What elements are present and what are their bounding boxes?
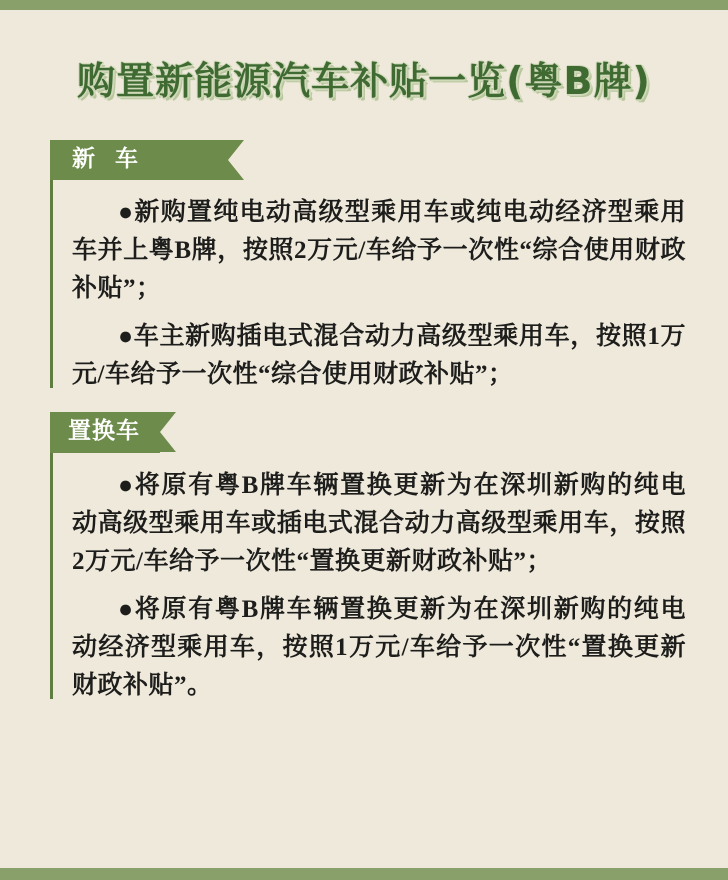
bottom-accent-bar: [0, 868, 728, 880]
section-paragraphs-new-car: [50, 194, 686, 394]
paragraph: ●将原有粤B牌车辆置换更新为在深圳新购的纯电动经济型乘用车，按照1万元/车给予一次性“置换更新财政补贴”。: [72, 595, 686, 699]
section-new-car: [50, 140, 686, 394]
section-left-rule: [50, 420, 53, 698]
section-left-rule: [50, 148, 53, 388]
page-title: 购置新能源汽车补贴一览(粤B牌): [77, 59, 651, 103]
section-label-replacement-car: 置换车: [50, 412, 160, 452]
paragraph: ●车主新购插电式混合动力高级型乘用车，按照1万元/车给予一次性“综合使用财政补贴”；: [72, 323, 686, 389]
content-area: [50, 140, 686, 723]
top-accent-bar: [0, 0, 728, 10]
section-label-new-car: 新 车: [50, 140, 228, 180]
paragraph: ●新购置纯电动高级型乘用车或纯电动经济型乘用车并上粤B牌，按照2万元/车给予一次性“综合使用财政补贴”；: [72, 199, 686, 303]
paragraph: ●将原有粤B牌车辆置换更新为在深圳新购的纯电动高级型乘用车或插电式混合动力高级型乘用车，按照2万元/车给予一次性“置换更新财政补贴”；: [72, 471, 686, 575]
section-paragraphs-replacement-car: [50, 467, 686, 705]
section-replacement-car: [50, 412, 686, 704]
